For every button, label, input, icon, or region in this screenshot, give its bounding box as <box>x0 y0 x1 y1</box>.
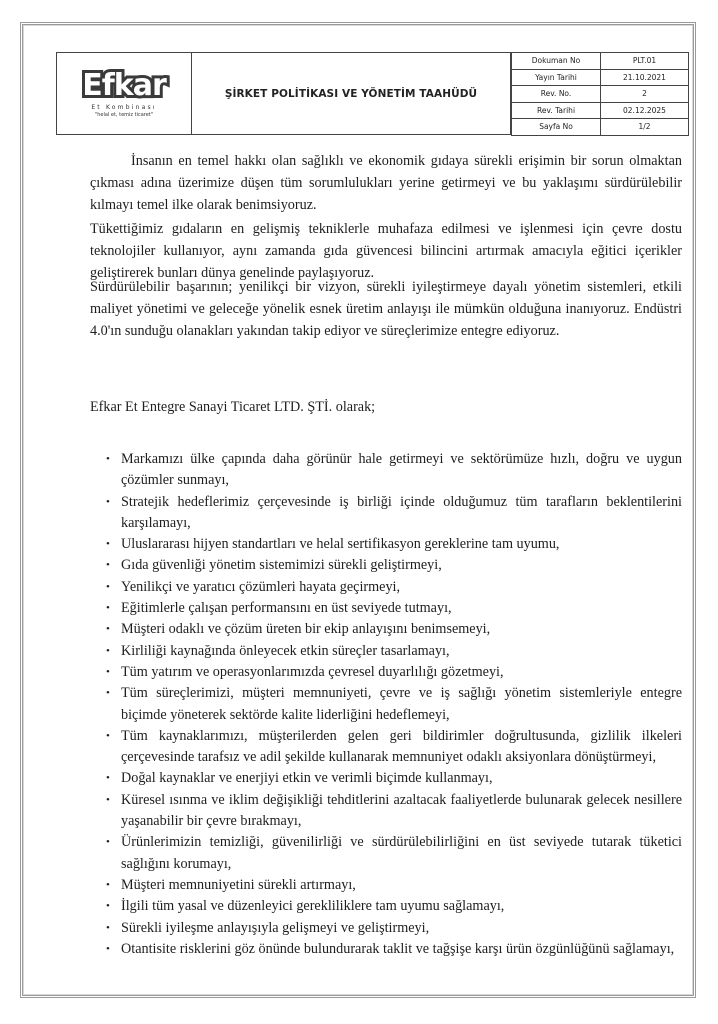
bullet-icon: • <box>106 921 110 934</box>
bullet-icon: • <box>106 644 110 657</box>
document-header <box>56 52 694 139</box>
bullet-icon: • <box>106 942 110 955</box>
bullet-icon: • <box>106 772 110 785</box>
logo-slogan: "helal et, temiz ticaret" <box>94 111 154 118</box>
list-item: • Yenilikçi ve yaratıcı çözümleri hayata geçirmeyi, <box>90 577 682 598</box>
logo-wordmark: Efkar <box>82 67 166 103</box>
info-label: Rev. No. <box>512 86 601 103</box>
company-statement: Efkar Et Entegre Sanayi Ticaret LTD. ŞTİ. olarak; <box>90 399 376 415</box>
commitments-list <box>90 449 682 960</box>
bullet-icon: • <box>106 878 110 891</box>
info-value: PLT.01 <box>601 53 689 70</box>
bullet-icon: • <box>106 580 110 593</box>
technology-paragraph: Tükettiğimiz gıdaların en gelişmiş tekniklerle muhafaza edilmesi ve işlenmesi için çevre dostu teknolojiler kullanıyor, aynı zamanda gıda güvencesi bilincini artırmak amacıyla eğitici içerikler geliştirerek bunları dünya genelinde paylaşıyoruz. <box>90 221 682 281</box>
list-item: • Ürünlerimizin temizliği, güvenilirliği ve sürdürülebilirliğini en üst seviyede tutarak tüketici sağlığını korumayı, <box>106 834 682 872</box>
list-item: • Tüm yatırım ve operasyonlarımızda çevresel duyarlılığı gözetmeyi, <box>90 662 682 683</box>
list-item: • Otantisite risklerini göz önünde bulundurarak taklit ve tağşişe karşı ürün özgünlüğünü sağlamayı, <box>90 939 682 960</box>
bullet-icon: • <box>106 729 110 742</box>
list-item: • Müşteri memnuniyetini sürekli artırmayı, <box>90 875 682 896</box>
list-item: • Tüm süreçlerimizi, müşteri memnuniyeti, çevre ve iş sağlığı yönetim sistemleriyle entegre biçimde yöneterek sektörde kalite liderliğini hedeflemeyi, <box>106 685 682 723</box>
info-row <box>512 86 689 103</box>
list-item: • Küresel ısınma ve iklim değişikliği tehditlerini azaltacak faaliyetlerde bulunarak gelecek nesillere yaşanabilir bir çevre bırakmayı, <box>106 791 682 830</box>
bullet-icon: • <box>106 538 110 551</box>
list-item: • Doğal kaynaklar ve enerjiyi etkin ve verimli biçimde kullanmayı, <box>90 768 682 789</box>
intro-paragraph: İnsanın en temel hakkı olan sağlıklı ve ekonomik gıdaya sürekli erişimin bir sorun olmaktan çıkması adına üzerimize düşen tüm sorumlulukları yerine getirmeyi ve bu yaklaşımı sürdürülebilir kılmayı temel ilke olarak benimsiyoruz. <box>90 153 682 213</box>
list-item: • Markamızı ülke çapında daha görünür hale getirmeyi ve sektörümüze hızlı, doğru ve uygun çözümler sunmayı, <box>106 451 682 489</box>
info-label: Yayın Tarihi <box>512 69 601 86</box>
info-label: Sayfa No <box>512 119 601 136</box>
bullet-icon: • <box>106 793 110 806</box>
list-item: • Sürekli iyileşme anlayışıyla gelişmeyi ve geliştirmeyi, <box>90 918 682 939</box>
info-row <box>512 102 689 119</box>
document-info-table <box>511 52 689 136</box>
list-item: • Eğitimlerle çalışan performansını en üst seviyede tutmayı, <box>90 598 682 619</box>
info-value: 2 <box>601 86 689 103</box>
bullet-icon: • <box>106 623 110 636</box>
company-logo <box>56 52 191 135</box>
bullet-icon: • <box>106 687 110 700</box>
info-row <box>512 119 689 136</box>
info-row <box>512 69 689 86</box>
list-item: • İlgili tüm yasal ve düzenleyici gerekliliklere tam uyumu sağlamayı, <box>90 896 682 917</box>
title-cell <box>191 52 511 135</box>
list-item: • Müşteri odaklı ve çözüm üreten bir ekip anlayışını benimsemeyi, <box>90 619 682 640</box>
info-row <box>512 53 689 70</box>
bullet-icon: • <box>106 453 110 465</box>
info-value: 02.12.2025 <box>601 102 689 119</box>
list-item: • Stratejik hedeflerimiz çerçevesinde iş birliği içinde olduğumuz tüm tarafların beklentilerini karşılamayı, <box>106 493 682 531</box>
info-label: Rev. Tarihi <box>512 102 601 119</box>
info-label: Dokuman No <box>512 53 601 70</box>
list-item: • Gıda güvenliği yönetim sistemimizi sürekli geliştirmeyi, <box>90 555 682 576</box>
bullet-icon: • <box>106 495 110 508</box>
sustainability-paragraph: Sürdürülebilir başarının; yenilikçi bir vizyon, sürekli iyileştirmeye dayalı yönetim sistemleri, etkili maliyet yönetimi ve geleceğe yönelik esnek üretim anlayışı ile mümkün olduğuna inanıyoruz. Endüstri 4.0'ın sunduğu olanakları yakından takip ediyor ve süreçlerimize entegre ediyoruz. <box>90 279 682 339</box>
bullet-icon: • <box>106 559 110 572</box>
info-value: 21.10.2021 <box>601 69 689 86</box>
info-value: 1/2 <box>601 119 689 136</box>
document-title: ŞİRKET POLİTİKASI VE YÖNETİM TAAHÜDÜ <box>224 87 478 100</box>
list-item: • Kirliliği kaynağında önleyecek etkin süreçler tasarlamayı, <box>90 641 682 662</box>
logo-subtitle: Et Kombinası <box>91 103 157 111</box>
list-item: • Uluslararası hijyen standartları ve helal sertifikasyon gereklerine tam uyumu, <box>90 534 682 555</box>
bullet-icon: • <box>106 900 110 913</box>
bullet-icon: • <box>106 602 110 615</box>
bullet-icon: • <box>106 665 110 678</box>
list-item: • Tüm kaynaklarımızı, müşterilerden gelen geri bildirimler doğrultusunda, gizlilik ilkeleri çerçevesinde tarafsız ve adil şekilde kullanarak memnuniyet odaklı aksiyonlara dönüştürmeyi, <box>106 727 682 766</box>
bullet-icon: • <box>106 836 110 849</box>
